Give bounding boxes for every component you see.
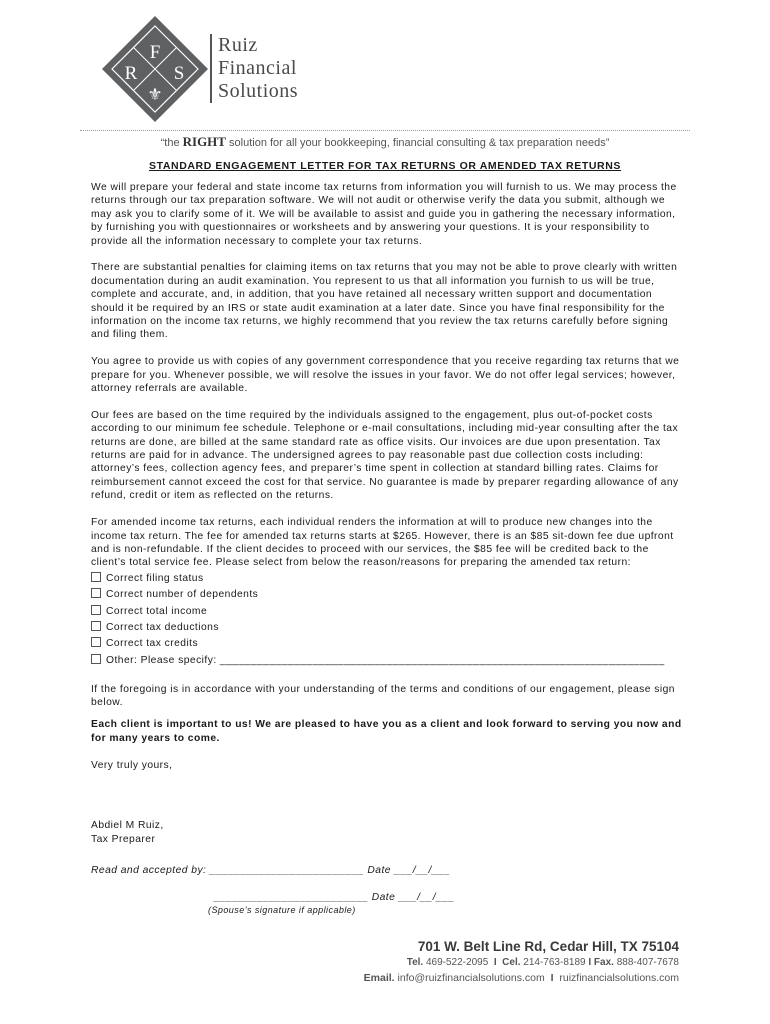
company-name-line: Ruiz [218, 34, 258, 56]
checkbox-item[interactable] [91, 571, 683, 587]
checkbox-item[interactable] [91, 604, 683, 620]
tagline-pre: “the [160, 137, 183, 149]
paragraph: For amended income tax returns, each individual renders the information at will to produce new changes into the income tax return. The fee for amended tax returns starts at $265. However, there is an $85 sit-down fee due upfront and is non-refundable. If the client decides to proceed with our services, the $85 fee will be credited back to the client’s total service fee. Please select from below the reason/reasons for preparing the amended tax return: [91, 517, 674, 569]
website-link[interactable]: ruizfinancialsolutions.com [559, 972, 679, 984]
email-label: Email. [363, 972, 395, 984]
spouse-signature-line[interactable]: _________________________ Date ___/__/___ [214, 892, 455, 903]
checkbox-item[interactable] [91, 587, 683, 603]
paragraph: There are substantial penalties for claiming items on tax returns that you may not be able to prove clearly with written documentation during an audit examination. You represent to us that all information you furnish to us will be true, complete and accurate, and, in addition, that you have retained all necessary written support and documentation should it be required by an IRS or state audit examination at a later date. Since you have final responsibility for the information on the income tax returns, we highly recommend that you review the tax returns carefully before signing and filing them. [91, 262, 678, 341]
checkbox-icon[interactable] [91, 605, 101, 615]
separator: I [588, 957, 592, 968]
fax-label: Fax. [593, 957, 614, 968]
checkbox-item[interactable] [91, 653, 683, 669]
checkbox-label: Correct filing status [106, 572, 204, 584]
checkbox-icon[interactable] [91, 637, 101, 647]
signer-name: Abdiel M Ruiz, [91, 820, 164, 831]
company-name-line: Financial [218, 57, 297, 79]
company-name [210, 34, 298, 103]
accepted-signature-line[interactable]: Read and accepted by: _________________________ Date ___/__/___ [91, 865, 451, 876]
checkbox-label: Other: Please specify: ________________________________________________________________________ [106, 654, 665, 666]
paragraph: Our fees are based on the time required by the individuals assigned to the engagement, plus out-of-pocket costs according to our minimum fee schedule. Telephone or e-mail consultations, including mid-year consulting after the tax returns are done, are billed at the same standard rate as office visits. Our invoices are due upon presentation. Tax returns are paid for in advance. The undersigned agrees to pay reasonable past due collection costs including: attorney’s fees, collection agency fees, and preparer’s time spent in collection at standard billing rates. Claims for reimbursement cannot exceed the cost for that service. No guarantee is made by preparer regarding allowance of any refund, credit or item as reflected on the returns. [91, 409, 679, 502]
amendment-reason-list [91, 571, 683, 669]
footer-address: 701 W. Belt Line Rd, Cedar Hill, TX 75104 [417, 939, 679, 954]
tagline-post: solution for all your bookkeeping, financial consulting & tax preparation needs” [225, 137, 610, 149]
fax-number: 888-407-7678 [616, 957, 679, 968]
logo-letter-f: F [149, 42, 161, 63]
footer-contact [364, 972, 679, 984]
spouse-signature-note: (Spouse’s signature if applicable) [208, 905, 356, 915]
checkbox-item[interactable] [91, 636, 683, 652]
checkbox-icon[interactable] [91, 621, 101, 631]
checkbox-icon[interactable] [91, 654, 101, 664]
cel-number[interactable]: 214-763-8189 [523, 957, 586, 968]
paragraph: We will prepare your federal and state income tax returns from information you will furnish to us. We may process the returns through our tax preparation software. We will not audit or otherwise verify the data you submit, although we may ask you to clarify some of it. We will be available to assist and guide you in gathering the necessary information, by furnishing you with questionnaires or worksheets and by answering your questions. It is your responsibility to provide all the information necessary to complete your tax returns. [91, 182, 677, 247]
tagline [0, 134, 770, 150]
checkbox-icon[interactable] [91, 588, 101, 598]
checkbox-label: Correct number of dependents [106, 589, 259, 601]
document-title: STANDARD ENGAGEMENT LETTER FOR TAX RETURNS OR AMENDED TAX RETURNS [148, 160, 622, 172]
sign-off: Very truly yours, [91, 759, 173, 771]
fleur-de-lis-icon: ⚜ [147, 85, 163, 105]
company-name-line: Solutions [218, 80, 299, 102]
logo-letter-s: S [173, 63, 185, 84]
logo-letter-r: R [124, 63, 138, 84]
checkbox-label: Correct tax deductions [106, 621, 219, 633]
email-link[interactable]: info@ruizfinancialsolutions.com [397, 972, 545, 984]
letter-body [91, 181, 683, 785]
tagline-emphasis: RIGHT [182, 134, 226, 149]
checkbox-item[interactable] [91, 620, 683, 636]
diamond-emblem-icon [100, 14, 210, 124]
header-divider [80, 130, 690, 131]
paragraph: You agree to provide us with copies of any government correspondence that you receive regarding tax returns that we prepare for you. Whenever possible, we will resolve the issues in your favor. We do not offer legal services; however, attorney referrals are available. [91, 356, 680, 395]
cel-label: Cel. [502, 957, 521, 968]
foregoing-paragraph: If the foregoing is in accordance with your understanding of the terms and conditions of our engagement, please sign below. [91, 683, 675, 708]
checkbox-label: Correct total income [106, 605, 208, 617]
signer-title: Tax Preparer [91, 834, 156, 845]
tel-label: Tel. [406, 957, 424, 968]
separator: I [550, 972, 554, 984]
footer-phones [407, 957, 679, 968]
tel-number[interactable]: 469-522-2095 [425, 957, 489, 968]
checkbox-icon[interactable] [91, 572, 101, 582]
checkbox-label: Correct tax credits [106, 638, 199, 650]
closing-statement: Each client is important to us! We are pleased to have you as a client and look forward to serving you now and for many years to come. [91, 719, 682, 744]
separator: I [493, 957, 497, 968]
